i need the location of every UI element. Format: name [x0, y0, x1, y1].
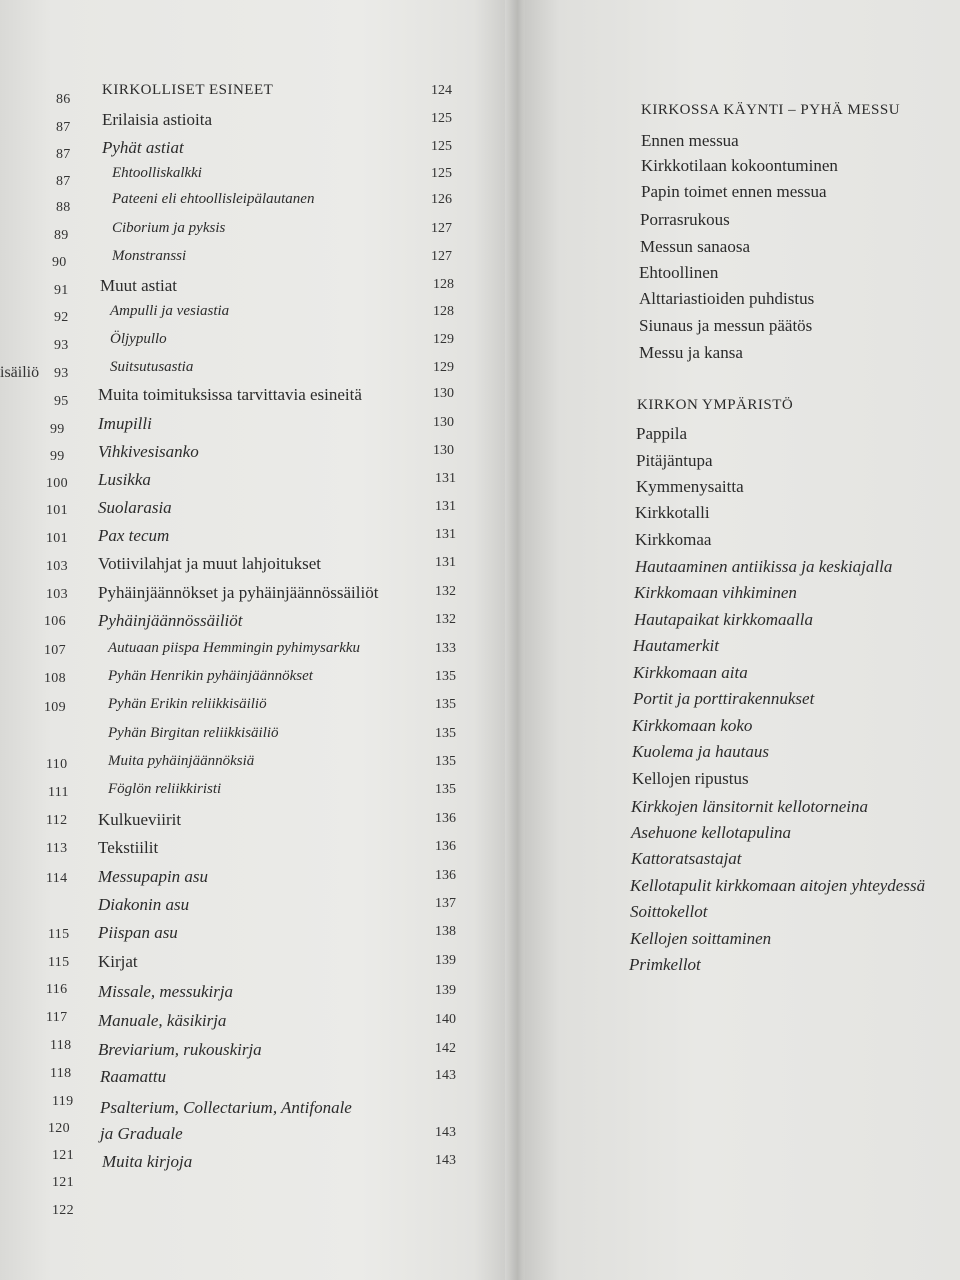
margin-page-number: 100 — [46, 476, 68, 491]
toc-entry-page: 126 — [431, 192, 452, 207]
toc-entry-title: Muut astiat — [100, 276, 177, 295]
toc-entry-page: 128 — [433, 304, 454, 319]
toc-entry-title: Pyhän Erikin reliikkisäiliö — [108, 696, 267, 712]
toc-entry-title: Muita kirjoja — [102, 1152, 193, 1171]
margin-page-number: 111 — [48, 785, 69, 800]
margin-page-number: 113 — [46, 841, 68, 856]
toc-entry-title: KIRKOLLISET ESINEET — [102, 82, 274, 98]
margin-page-number: 122 — [52, 1203, 74, 1218]
toc-entry-page: 135 — [435, 782, 456, 797]
toc-entry-page: 140 — [435, 1012, 456, 1027]
toc-entry-title: Diakonin asu — [98, 895, 190, 914]
toc-entry-page: 131 — [435, 499, 456, 514]
toc-entry-title: Monstranssi — [112, 248, 187, 264]
toc-entry-title: Messupapin asu — [98, 867, 209, 886]
margin-page-number: 107 — [44, 643, 66, 658]
toc-entry-title: Hautaaminen antiikissa ja keskiajalla — [635, 557, 893, 576]
margin-page-number: 110 — [46, 757, 68, 772]
toc-entry-title: Pyhän Henrikin pyhäinjäännökset — [108, 668, 313, 684]
toc-entry-title: Portit ja porttirakennukset — [633, 689, 815, 708]
toc-entry-title: Raamattu — [100, 1067, 167, 1086]
toc-entry-title: Kellojen soittaminen — [630, 929, 772, 948]
toc-entry-page: 125 — [431, 139, 452, 154]
toc-entry-page: 143 — [435, 1153, 456, 1168]
toc-entry-page: 133 — [435, 641, 456, 656]
margin-page-number: 103 — [46, 587, 68, 602]
margin-page-number: 119 — [52, 1094, 74, 1109]
toc-entry-title: Vihkivesisanko — [98, 442, 199, 461]
toc-entry-title: Siunaus ja messun päätös — [639, 316, 813, 335]
margin-page-number: 101 — [46, 531, 68, 546]
margin-page-number: 108 — [44, 671, 66, 686]
margin-page-number: 120 — [48, 1121, 70, 1136]
toc-entry-title: Öljypullo — [110, 331, 167, 347]
toc-entry-title: Suolarasia — [98, 498, 172, 517]
toc-entry-page: 129 — [433, 332, 454, 347]
margin-page-number: 99 — [50, 449, 65, 464]
margin-page-number: 86 — [56, 92, 71, 107]
toc-entry-title: Papin toimet ennen messua — [641, 182, 827, 201]
toc-entry-title: Erilaisia astioita — [102, 110, 212, 129]
toc-entry-title: Pitäjäntupa — [636, 451, 713, 470]
toc-entry-page: 135 — [435, 669, 456, 684]
margin-page-number: 87 — [56, 174, 71, 189]
margin-page-number: 101 — [46, 503, 68, 518]
toc-entry-title: Kymmenysaitta — [636, 477, 744, 496]
margin-page-number: 88 — [56, 200, 71, 215]
toc-entry-title: Muita pyhäinjäännöksiä — [108, 753, 255, 769]
toc-entry-page: 135 — [435, 754, 456, 769]
toc-entry-title: Ampulli ja vesiastia — [110, 303, 230, 319]
margin-page-number: 118 — [50, 1066, 72, 1081]
toc-entry-title: Kirjat — [98, 952, 138, 971]
margin-page-number: 93 — [54, 338, 69, 353]
toc-entry-page: 128 — [433, 277, 454, 292]
margin-page-number: 114 — [46, 871, 68, 886]
toc-entry-title: Pappila — [636, 424, 687, 443]
toc-entry-title: Pyhät astiat — [102, 138, 184, 157]
toc-entry-page: 131 — [435, 555, 456, 570]
toc-entry-page: 127 — [431, 249, 452, 264]
margin-page-number: 91 — [54, 283, 69, 298]
toc-entry-page: 137 — [435, 896, 456, 911]
toc-entry-title: Kirkkotilaan kokoontuminen — [641, 156, 838, 175]
toc-entry-title: Kirkkomaan aita — [633, 663, 748, 682]
margin-page-number: 92 — [54, 310, 69, 325]
toc-entry-title: Alttariastioiden puhdistus — [639, 289, 815, 308]
toc-entry-page: 132 — [435, 584, 456, 599]
toc-entry-page: 136 — [435, 811, 456, 826]
margin-page-number: 117 — [46, 1010, 68, 1025]
toc-entry-title: Suitsutusastia — [110, 359, 194, 375]
toc-entry-page: 136 — [435, 839, 456, 854]
toc-entry-title: Piispan asu — [98, 923, 178, 942]
toc-entry-page: 139 — [435, 953, 456, 968]
toc-entry-title: Ehtoollinen — [639, 263, 719, 282]
toc-entry-title: Hautapaikat kirkkomaalla — [634, 610, 813, 629]
toc-entry-title: Kellojen ripustus — [632, 769, 749, 788]
toc-entry-page: 135 — [435, 697, 456, 712]
toc-entry-page: 131 — [435, 527, 456, 542]
toc-entry-title: Ciborium ja pyksis — [112, 220, 226, 236]
toc-entry-title: Kirkkomaan koko — [632, 716, 753, 735]
toc-entry-page: 136 — [435, 868, 456, 883]
toc-entry-title: Kirkkomaan vihkiminen — [634, 583, 797, 602]
toc-entry-title: Missale, messukirja — [98, 982, 234, 1001]
toc-entry-title: KIRKON YMPÄRISTÖ — [637, 397, 794, 413]
toc-entry-title: Psalterium, Collectarium, Antifonale — [100, 1098, 352, 1117]
toc-entry-page: 125 — [431, 166, 452, 181]
margin-page-number: 109 — [44, 700, 66, 715]
toc-entry-title: Hautamerkit — [633, 636, 719, 655]
toc-entry-title: Breviarium, rukouskirja — [98, 1040, 262, 1059]
toc-entry-page: 125 — [431, 111, 452, 126]
toc-entry-title: Kirkkomaa — [635, 530, 712, 549]
margin-page-number: 93 — [54, 366, 69, 381]
margin-page-number: 118 — [50, 1038, 72, 1053]
toc-entry-title: Föglön reliikkiristi — [108, 781, 222, 797]
toc-entry-title: Manuale, käsikirja — [98, 1011, 227, 1030]
toc-entry-title: Pyhäinjäännökset ja pyhäinjäännössäiliöt — [98, 583, 379, 602]
toc-entry-page: 139 — [435, 983, 456, 998]
toc-entry-title: Kirkkotalli — [635, 503, 710, 522]
toc-entry-title: Asehuone kellotapulina — [631, 823, 792, 842]
margin-page-number: 90 — [52, 255, 67, 270]
toc-entry-title: Pyhän Birgitan reliikkisäiliö — [108, 725, 279, 741]
toc-entry-title: Pax tecum — [98, 526, 170, 545]
toc-entry-title: Kattoratsastajat — [631, 849, 742, 868]
toc-entry-title: Messu ja kansa — [639, 343, 743, 362]
toc-entry-title: Messun sanaosa — [640, 237, 751, 256]
edge-fragment-text: isäiliö — [0, 364, 40, 381]
margin-page-number: 115 — [48, 955, 70, 970]
toc-entry-title: Kuolema ja hautaus — [632, 742, 769, 761]
margin-page-number: 87 — [56, 147, 71, 162]
margin-page-number: 95 — [54, 394, 69, 409]
toc-entry-title: Pateeni eli ehtoollisleipälautanen — [112, 191, 315, 207]
toc-entry-title: Kulkueviirit — [98, 810, 182, 829]
margin-page-number: 87 — [56, 120, 71, 135]
toc-entry-title: Primkellot — [629, 955, 701, 974]
toc-entry-page: 135 — [435, 726, 456, 741]
toc-entry-title: Autuaan piispa Hemmingin pyhimysarkku — [108, 640, 361, 656]
toc-entry-page: 142 — [435, 1041, 456, 1056]
margin-page-number: 115 — [48, 927, 70, 942]
toc-entry-title: Kirkkojen länsitornit kellotorneina — [631, 797, 869, 816]
margin-page-number: 112 — [46, 813, 68, 828]
margin-page-number: 121 — [52, 1148, 74, 1163]
margin-page-number: 99 — [50, 422, 65, 437]
toc-entry-page: 129 — [433, 360, 454, 375]
toc-entry-title: ja Graduale — [100, 1124, 183, 1143]
toc-entry-page: 131 — [435, 471, 456, 486]
toc-entry-page: 143 — [435, 1125, 456, 1140]
toc-entry-title: Pyhäinjäännössäiliöt — [98, 611, 243, 630]
toc-entry-page: 130 — [433, 415, 454, 430]
toc-entry-page: 130 — [433, 386, 454, 401]
toc-entry-page: 127 — [431, 221, 452, 236]
toc-entry-title: Tekstiilit — [98, 838, 159, 857]
toc-entry-page: 124 — [431, 83, 452, 98]
toc-entry-title: Kellotapulit kirkkomaan aitojen yhteydessä — [630, 876, 926, 895]
toc-entry-title: Ehtoolliskalkki — [112, 165, 202, 181]
toc-entry-page: 130 — [433, 443, 454, 458]
toc-entry-title: KIRKOSSA KÄYNTI – PYHÄ MESSU — [641, 102, 901, 118]
toc-entry-page: 138 — [435, 924, 456, 939]
margin-page-number: 106 — [44, 614, 66, 629]
toc-entry-title: Soittokellot — [630, 902, 708, 921]
toc-entry-page: 132 — [435, 612, 456, 627]
margin-page-number: 103 — [46, 559, 68, 574]
toc-entry-title: Lusikka — [98, 470, 151, 489]
toc-entry-title: Imupilli — [98, 414, 152, 433]
margin-page-number: 89 — [54, 228, 69, 243]
toc-entry-title: Votiivilahjat ja muut lahjoitukset — [98, 554, 322, 573]
toc-entry-title: Muita toimituksissa tarvittavia esineitä — [98, 385, 362, 404]
toc-entry-page: 143 — [435, 1068, 456, 1083]
margin-page-number: 121 — [52, 1175, 74, 1190]
margin-page-number: 116 — [46, 982, 68, 997]
toc-entry-title: Ennen messua — [641, 131, 739, 150]
toc-entry-title: Porrasrukous — [640, 210, 730, 229]
